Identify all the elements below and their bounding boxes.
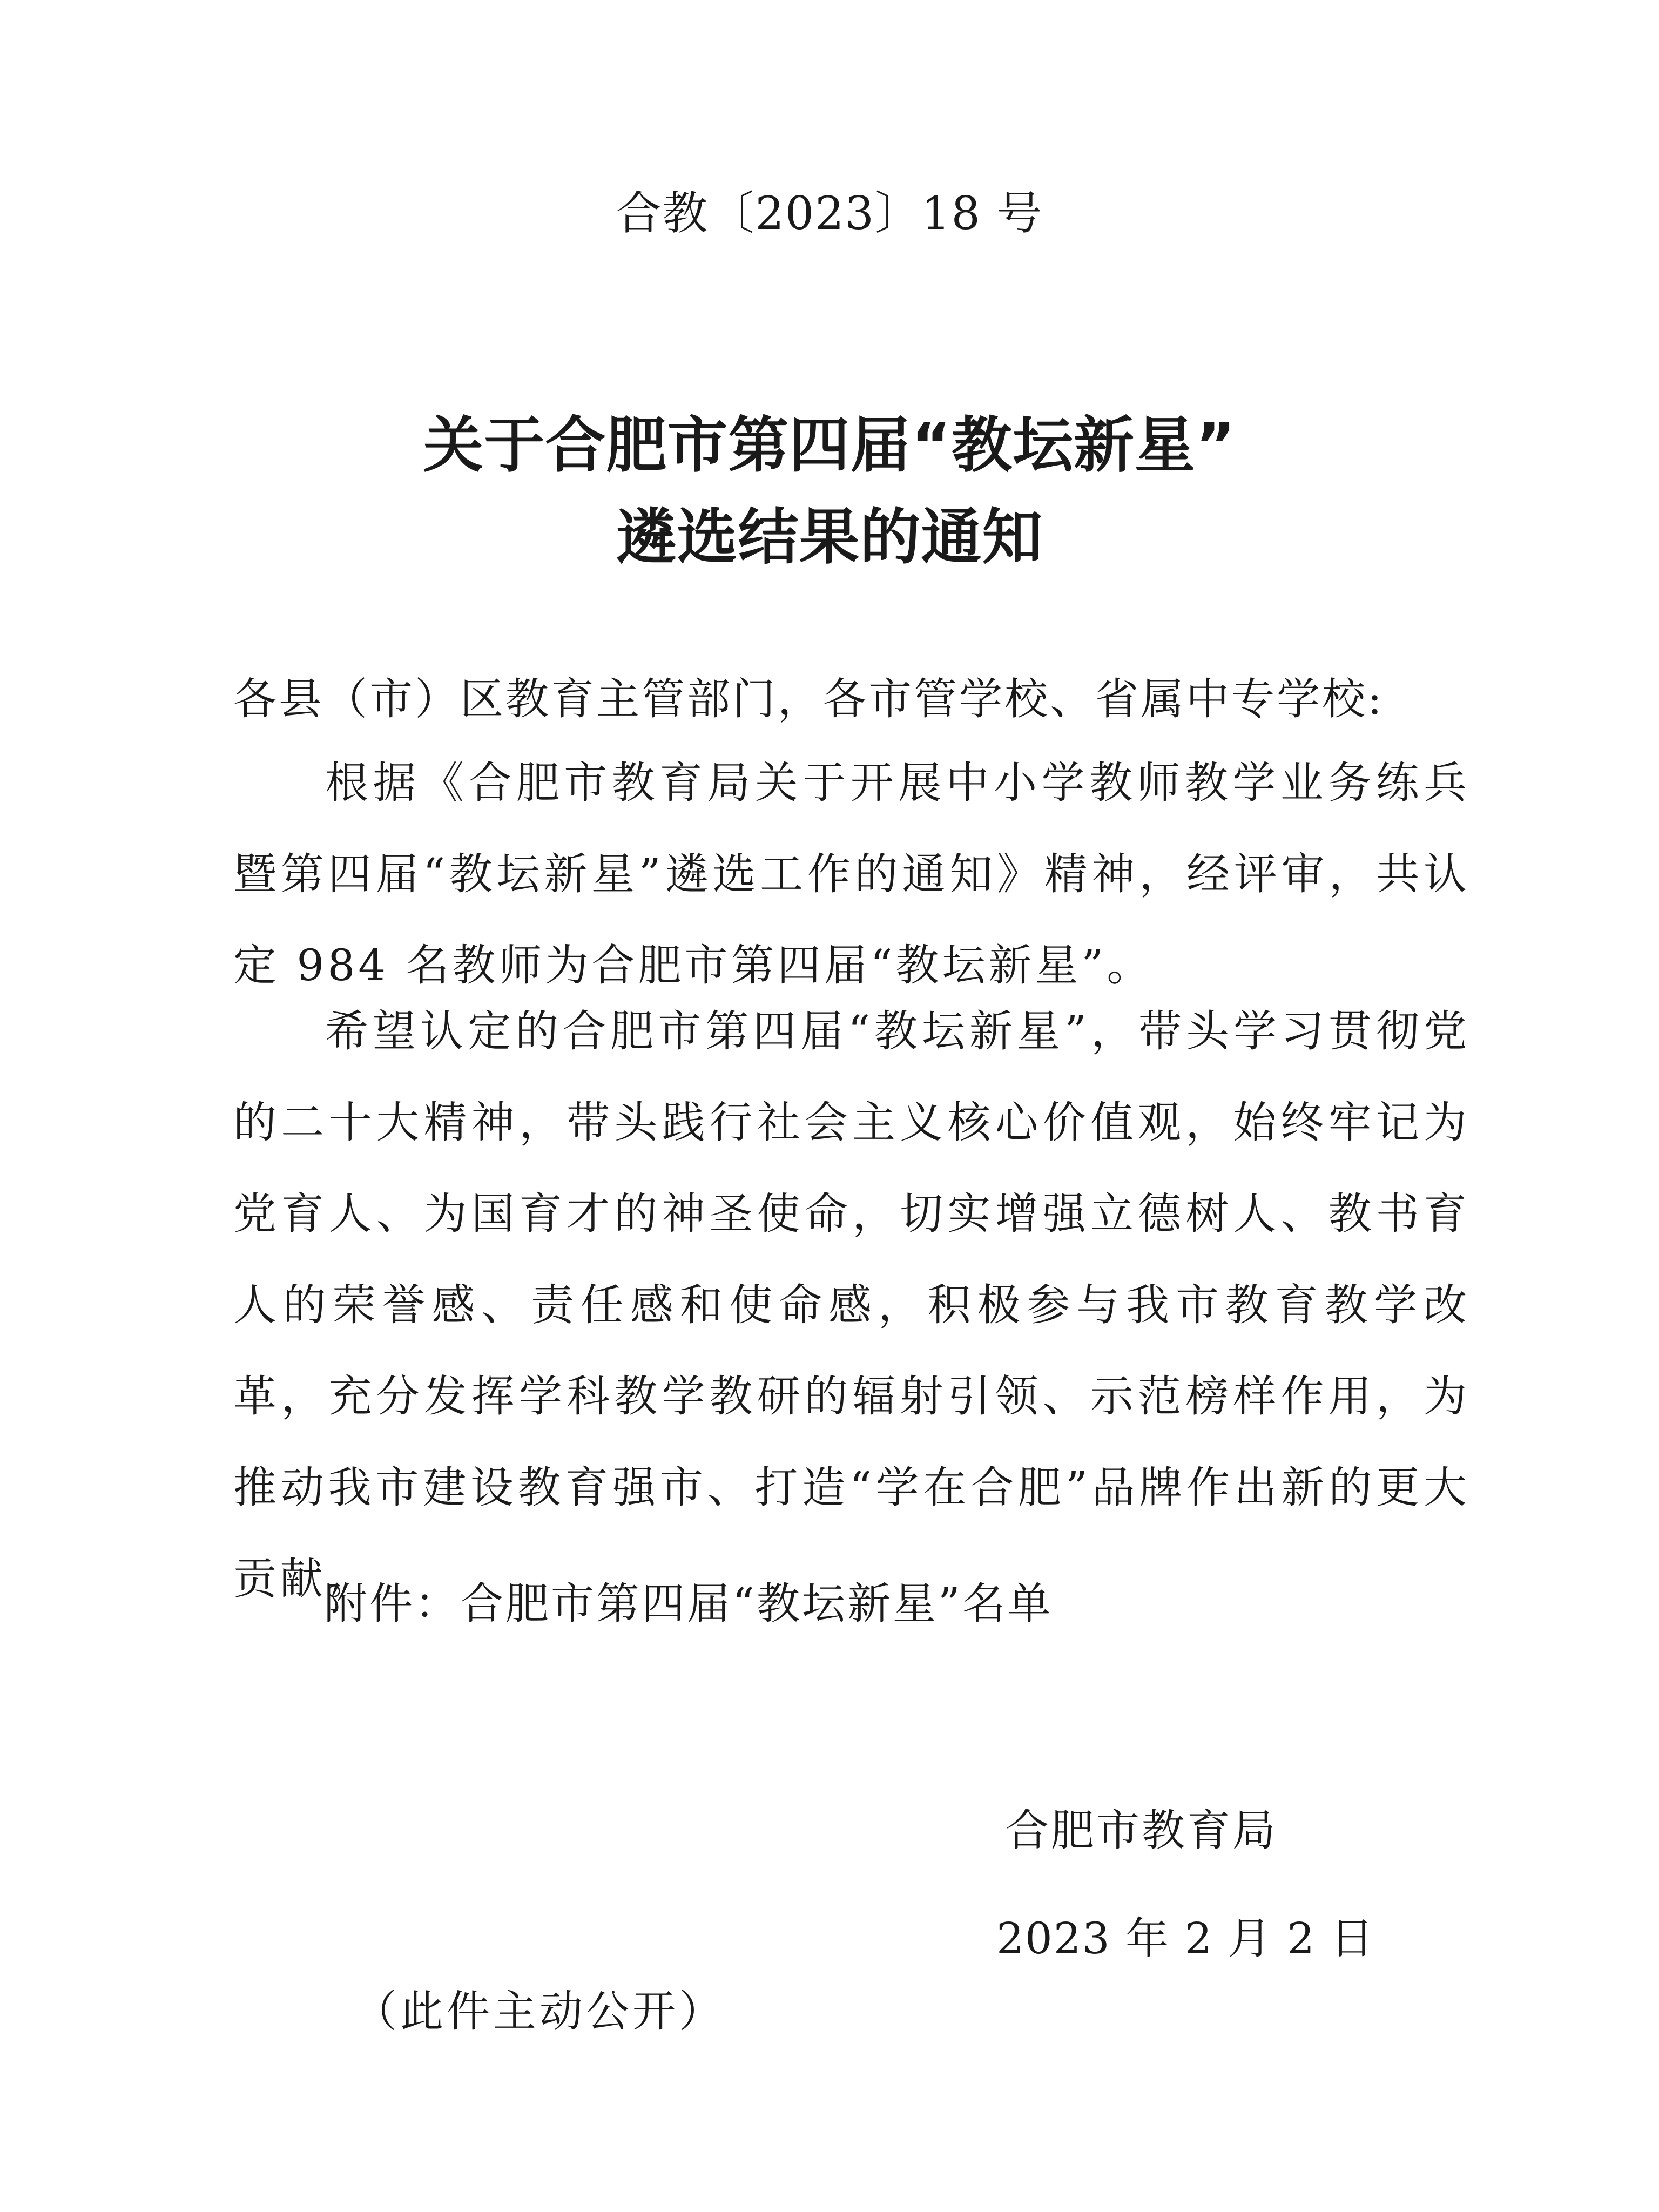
issuing-authority: 合肥市教育局 [1006, 1805, 1278, 1856]
document-title [0, 400, 1659, 583]
body-paragraph-1: 根据《合肥市教育局关于开展中小学教师教学业务练兵暨第四届“教坛新星”遴选工作的通知》精神，经评审，共认定 984 名教师为合肥市第四届“教坛新星”。 [233, 758, 1470, 990]
document-number: 合教〔2023〕18 号 [616, 187, 1043, 240]
attachment-note: 附件：合肥市第四届“教坛新星”名单 [324, 1579, 1053, 1629]
body-paragraph-2: 希望认定的合肥市第四届“教坛新星”，带头学习贯彻党的二十大精神，带头践行社会主义核心价值观，始终牢记为党育人、为国育才的神圣使命，切实增强立德树人、教书育人的荣誉感、责任感和使命感，积极参与我市教育教学改革，充分发挥学科教学教研的辐射引领、示范榜样作用，为推动我市建设教育强市、打造“学在合肥”品牌作出新的更大贡献。 [233, 1006, 1470, 1604]
issue-date: 2023 年 2 月 2 日 [996, 1913, 1375, 1964]
title-line-1: 关于合肥市第四届“教坛新星” [423, 410, 1236, 481]
salutation: 各县（市）区教育主管部门，各市管学校、省属中专学校: [233, 674, 1384, 724]
title-line-2: 遴选结果的通知 [616, 502, 1043, 572]
public-disclosure-note: （此件主动公开） [354, 1986, 725, 2036]
